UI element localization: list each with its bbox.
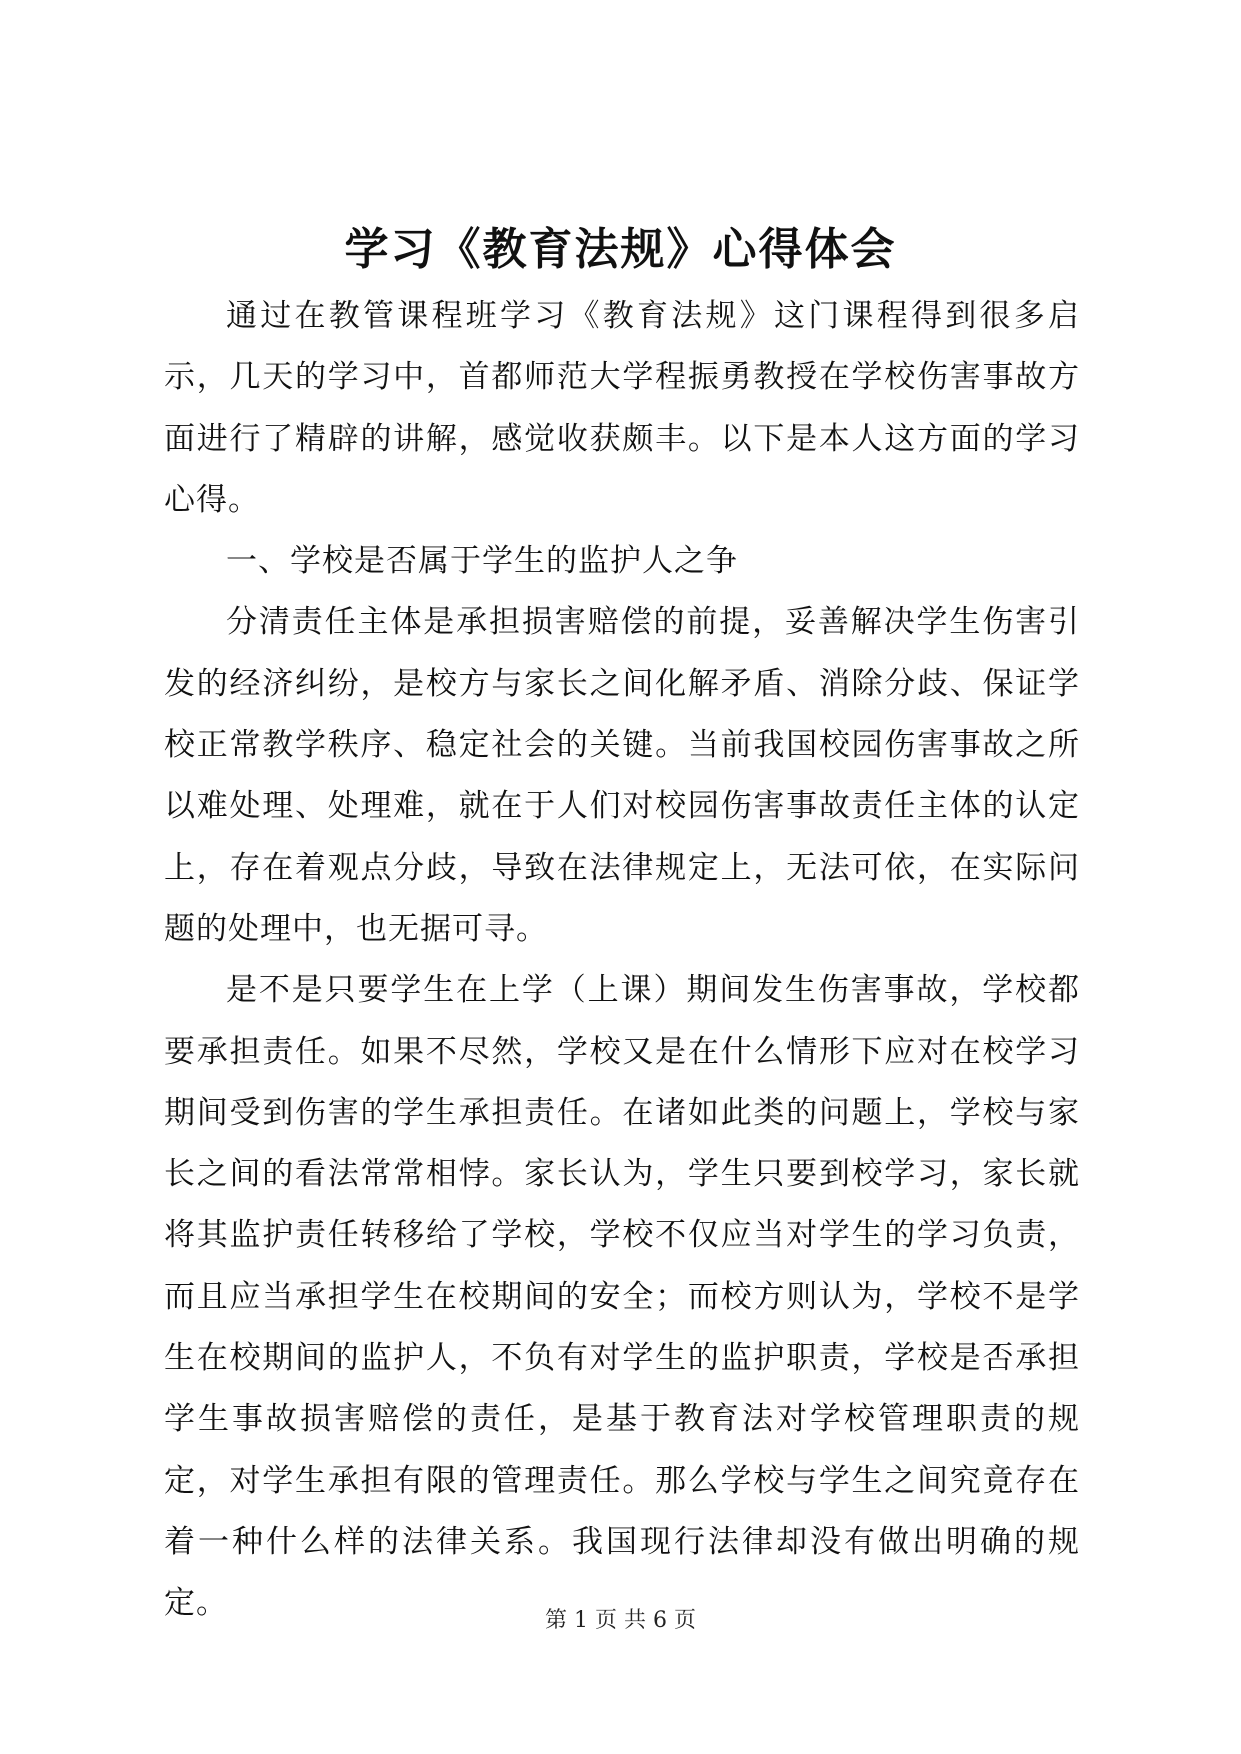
section-heading-1: 一、学校是否属于学生的监护人之争 [226,543,738,580]
document-body [164,286,1080,1635]
document-title: 学习《教育法规》心得体会 [344,224,897,275]
page-footer: 第 1 页 共 6 页 [545,1608,696,1633]
paragraph-intro: 通过在教管课程班学习《教育法规》这门课程得到很多启示，几天的学习中，首都师范大学程振勇教授在学校伤害事故方面进行了精辟的讲解，感觉收获颇丰。以下是本人这方面的学习心得。 [164,298,1080,518]
paragraph-responsibility: 分清责任主体是承担损害赔偿的前提，妥善解决学生伤害引发的经济纠纷，是校方与家长之间化解矛盾、消除分歧、保证学校正常教学秩序、稳定社会的关键。当前我国校园伤害事故之所以难处理、处理难，就在于人们对校园伤害事故责任主体的认定上，存在着观点分歧，导致在法律规定上，无法可依，在实际问题的处理中，也无据可寻。 [164,604,1080,947]
paragraph-liability-question: 是不是只要学生在上学（上课）期间发生伤害事故，学校都要承担责任。如果不尽然，学校又是在什么情形下应对在校学习期间受到伤害的学生承担责任。在诸如此类的问题上，学校与家长之间的看法常常相悖。家长认为，学生只要到校学习，家长就将其监护责任转移给了学校，学校不仅应当对学生的学习负责，而且应当承担学生在校期间的安全；而校方则认为，学校不是学生在校期间的监护人，不负有对学生的监护职责，学校是否承担学生事故损害赔偿的责任，是基于教育法对学校管理职责的规定，对学生承担有限的管理责任。那么学校与学生之间究竟存在着一种什么样的法律关系。我国现行法律却没有做出明确的规定。 [164,972,1080,1622]
